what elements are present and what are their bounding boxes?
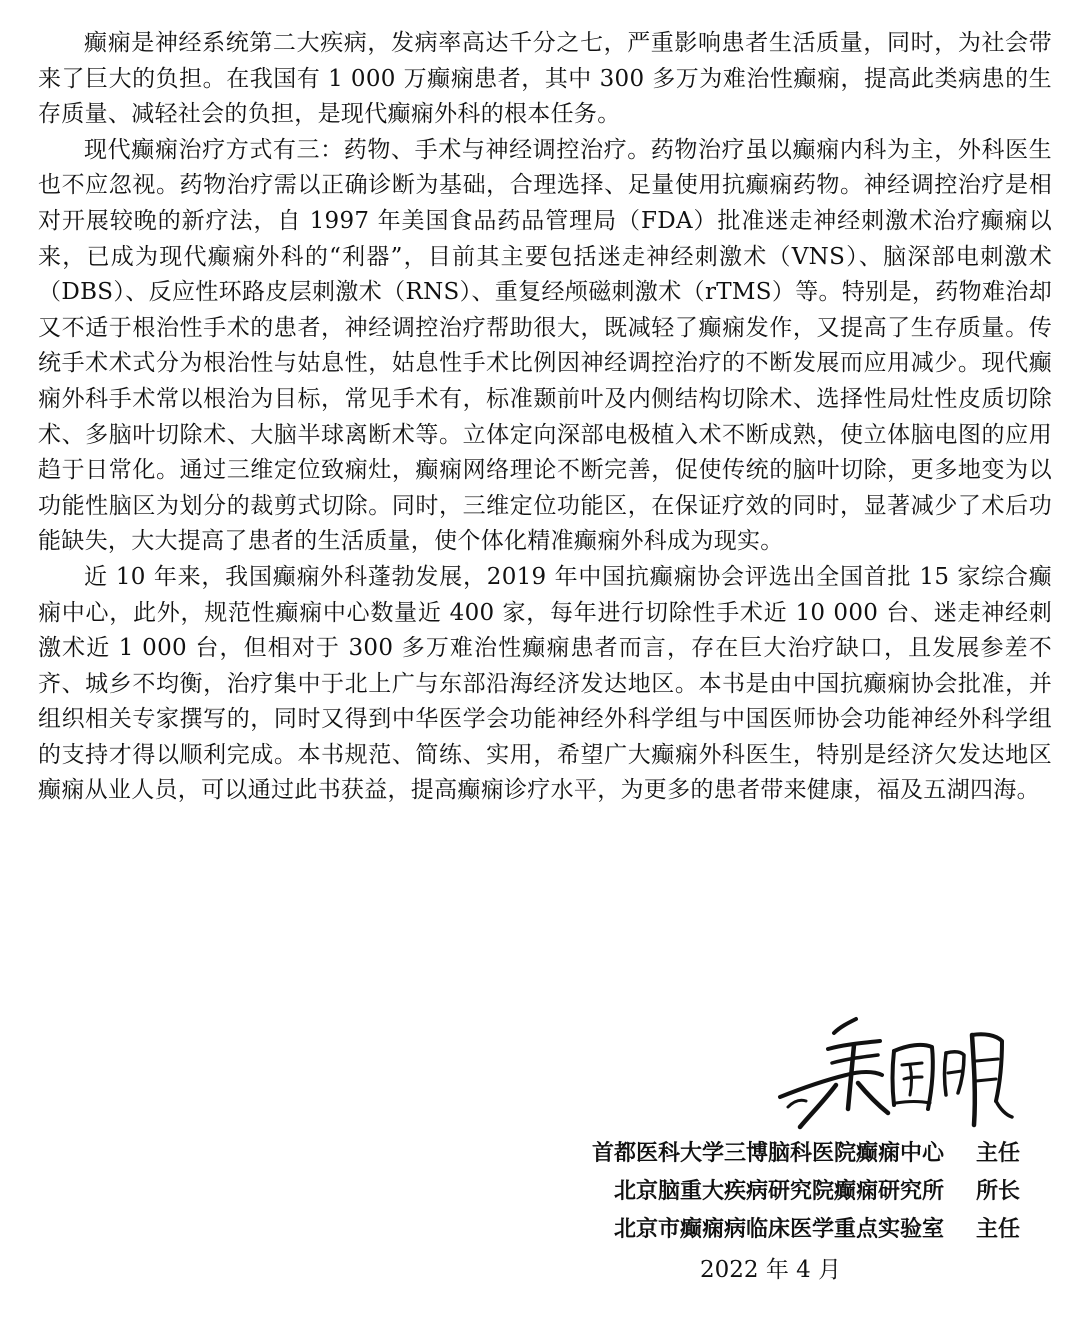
paragraph-3: 近 10 年来，我国癫痫外科蓬勃发展，2019 年中国抗癫痫协会评选出全国首批 15 家综合癫痫中心，此外，规范性癫痫中心数量近 400 家，每年进行切除性手术近 10 000 台、迷走神经刺激术近 1 000 台，但相对于 300 多万难治性癫痫患者而言，存在巨大治疗缺口，且发展参差不齐、城乡不均衡，治疗集中于北上广与东部沿海经济发达地区。本书是由中国抗癫痫协会批准，并组织相关专家撰写的，同时又得到中华医学会功能神经外科学组与中国医师协会功能神经外科学组的支持才得以顺利完成。本书规范、简练、实用，希望广大癫痫外科医生，特别是经济欠发达地区癫痫从业人员，可以通过此书获益，提高癫痫诊疗水平，为更多的患者带来健康，福及五湖四海。 <box>38 563 1052 804</box>
author-affiliations <box>480 1135 1020 1249</box>
affiliation-organization: 北京脑重大疾病研究院癫痫研究所 <box>613 1179 944 1204</box>
affiliation-organization: 首都医科大学三博脑科医院癫痫中心 <box>591 1141 944 1166</box>
preface-body <box>38 26 1052 809</box>
affiliation-row <box>480 1173 1020 1211</box>
affiliation-row <box>480 1135 1020 1173</box>
paragraph-1: 癫痫是神经系统第二大疾病，发病率高达千分之七，严重影响患者生活质量，同时，为社会带来了巨大的负担。在我国有 1 000 万癫痫患者，其中 300 多万为难治性癫痫，提高此类病患的生存质量、减轻社会的负担，是现代癫痫外科的根本任务。 <box>38 30 1052 128</box>
handwritten-signature <box>770 1005 1020 1140</box>
affiliation-role: 主任 <box>975 1217 1020 1242</box>
paragraph-2: 现代癫痫治疗方式有三：药物、手术与神经调控治疗。药物治疗虽以癫痫内科为主，外科医生也不应忽视。药物治疗需以正确诊断为基础，合理选择、足量使用抗癫痫药物。神经调控治疗是相对开展较晚的新疗法，自 1997 年美国食品药品管理局（FDA）批准迷走神经刺激术治疗癫痫以来，已成为现代癫痫外科的“利器”，目前其主要包括迷走神经刺激术（VNS）、脑深部电刺激术（DBS）、反应性环路皮层刺激术（RNS）、重复经颅磁刺激术（rTMS）等。特别是，药物难治却又不适于根治性手术的患者，神经调控治疗帮助很大，既减轻了癫痫发作，又提高了生存质量。传统手术术式分为根治性与姑息性，姑息性手术比例因神经调控治疗的不断发展而应用减少。现代癫痫外科手术常以根治为目标，常见手术有，标准颞前叶及内侧结构切除术、选择性局灶性皮质切除术、多脑叶切除术、大脑半球离断术等。立体定向深部电极植入术不断成熟，使立体脑电图的应用趋于日常化。通过三维定位致痫灶，癫痫网络理论不断完善，促使传统的脑叶切除，更多地变为以功能性脑区为划分的裁剪式切除。同时，三维定位功能区，在保证疗效的同时，显著减少了术后功能缺失，大大提高了患者的生活质量，使个体化精准癫痫外科成为现实。 <box>38 136 1052 555</box>
document-date: 2022 年 4 月 <box>700 1257 842 1283</box>
affiliation-row <box>480 1211 1020 1249</box>
affiliation-organization: 北京市癫痫病临床医学重点实验室 <box>613 1217 944 1242</box>
affiliation-role: 主任 <box>975 1141 1020 1166</box>
affiliation-role: 所长 <box>975 1179 1020 1204</box>
